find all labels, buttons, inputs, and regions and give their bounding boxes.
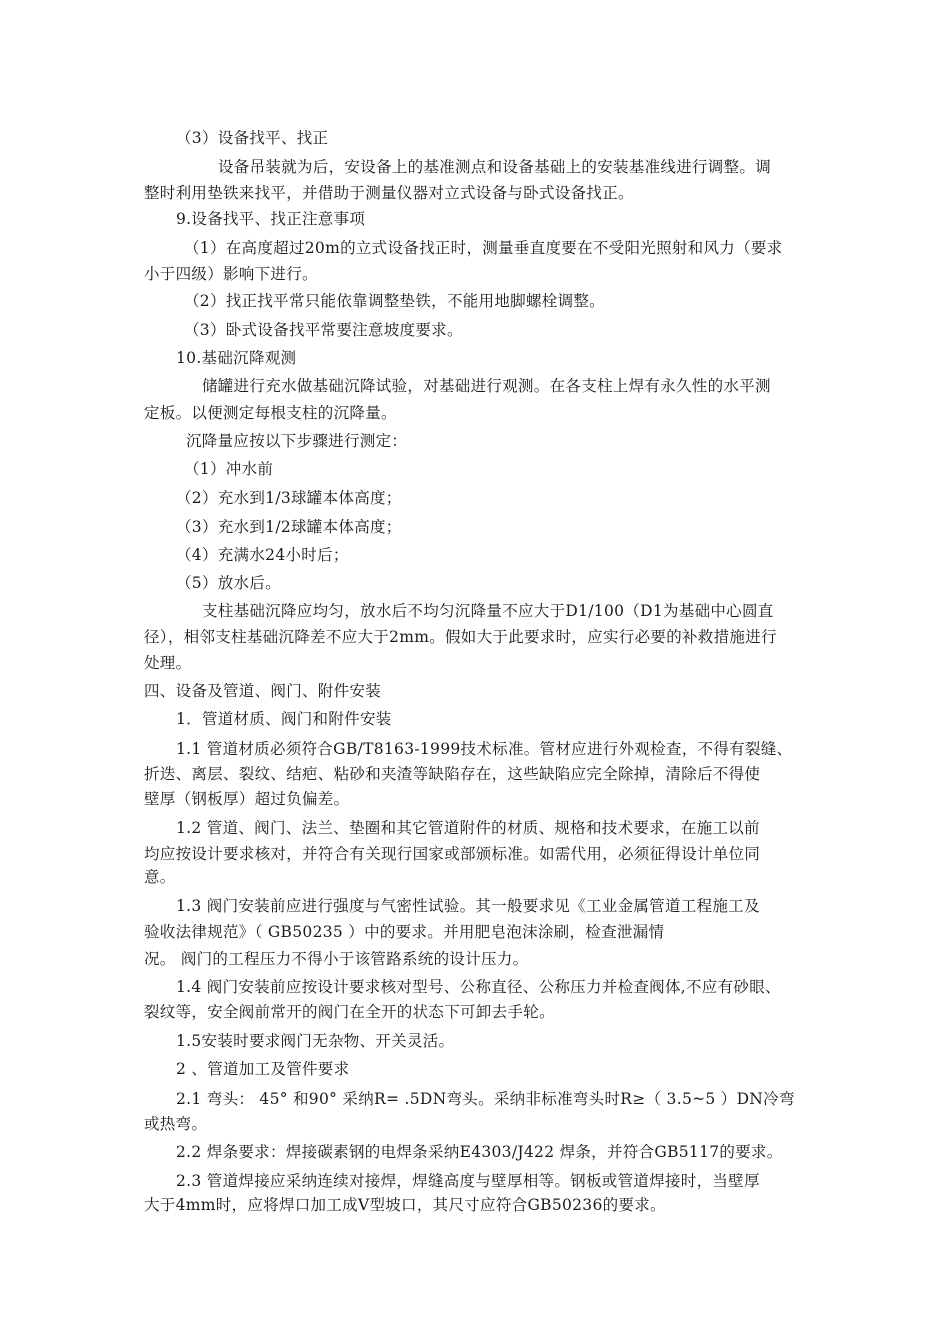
text-line: （1）冲水前 [184,460,274,478]
text-line: 折迭、离层、裂纹、结疤、粘砂和夹渣等缺陷存在，这些缺陷应完全除掉，清除后不得使 [144,765,761,783]
text-line: 1.5安装时要求阀门无杂物、开关灵活。 [176,1032,455,1050]
text-line: 壁厚（钢板厚）超过负偏差。 [144,790,350,808]
text-line: 1.3 阀门安装前应进行强度与气密性试验。其一般要求见《工业金属管道工程施工及 [176,897,760,915]
text-line: 支柱基础沉降应均匀，放水后不均匀沉降量不应大于D1/100（D1为基础中心圆直 [202,602,774,620]
text-line: （2）找正找平常只能依靠调整垫铁，不能用地脚螺栓调整。 [184,292,605,310]
text-line: （3）设备找平、找正 [176,129,329,147]
text-line: 处理。 [144,654,192,672]
text-line: （2）充水到1/3球罐本体高度； [176,489,402,507]
text-line: （4）充满水24小时后； [176,546,349,564]
text-line: （1）在高度超过20m的立式设备找正时，测量垂直度要在不受阳光照射和风力（要求 [184,239,783,257]
text-line: 大于4mm时，应将焊口加工成V型坡口，其尺寸应符合GB50236的要求。 [144,1196,666,1214]
text-line: 1.4 阀门安装前应按设计要求核对型号、公称直径、公称压力并检查阀体,不应有砂眼、 [176,978,781,996]
text-line: 况。 阀门的工程压力不得小于该管路系统的设计压力。 [144,950,529,968]
text-line: （5）放水后。 [176,574,281,592]
text-line: 小于四级）影响下进行。 [144,265,318,283]
text-line: 整时利用垫铁来找平，并借助于测量仪器对立式设备与卧式设备找正。 [144,184,634,202]
text-line: 四、设备及管道、阀门、附件安装 [144,682,382,700]
text-line: 2.1 弯头： 45° 和90° 采纳R= .5DN弯头。采纳非标准弯头时R≥（ 3.5~5 ）DN冷弯 [176,1090,795,1108]
text-line: 2.2 焊条要求：焊接碳素钢的电焊条采纳E4303/J422 焊条，并符合GB5117的要求。 [176,1143,783,1161]
text-line: 10.基础沉降观测 [176,349,297,367]
text-line: 径），相邻支柱基础沉降差不应大于2mm。假如大于此要求时，应实行必要的补救措施进行 [144,628,777,646]
text-line: 意。 [144,868,176,886]
text-line: 1．管道材质、阀门和附件安装 [176,710,392,728]
text-line: 1.2 管道、阀门、法兰、垫圈和其它管道附件的材质、规格和技术要求，在施工以前 [176,819,760,837]
text-line: 或热弯。 [144,1115,208,1133]
text-line: 2.3 管道焊接应采纳连续对接焊，焊缝高度与壁厚相等。钢板或管道焊接时，当壁厚 [176,1172,760,1190]
text-line: 验收法律规范》（ GB50235 ）中的要求。并用肥皂泡沫涂刷，检查泄漏情 [144,923,665,941]
text-line: 定板。以便测定每根支柱的沉降量。 [144,404,397,422]
text-line: 1.1 管道材质必须符合GB/T8163-1999技术标准。管材应进行外观检查，不得有裂缝、 [176,740,793,758]
text-line: （3）充水到1/2球罐本体高度； [176,518,402,536]
text-line: （3）卧式设备找平常要注意坡度要求。 [184,321,463,339]
text-line: 均应按设计要求核对，并符合有关现行国家或部颁标准。如需代用，必须征得设计单位同 [144,845,761,863]
text-line: 沉降量应按以下步骤进行测定： [186,432,408,450]
text-line: 9.设备找平、找正注意事项 [176,210,366,228]
text-line: 设备吊装就为后，安设备上的基准测点和设备基础上的安装基准线进行调整。调 [218,158,772,176]
text-line: 裂纹等，安全阀前常开的阀门在全开的状态下可卸去手轮。 [144,1003,555,1021]
text-line: 2 、管道加工及管件要求 [176,1060,350,1078]
text-line: 储罐进行充水做基础沉降试验，对基础进行观测。在各支柱上焊有永久性的水平测 [202,377,771,395]
